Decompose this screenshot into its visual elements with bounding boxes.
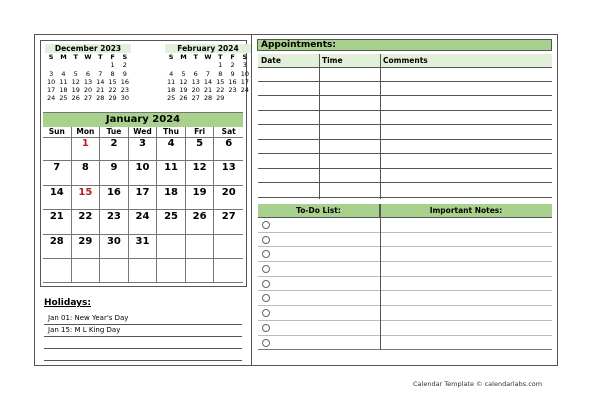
weekday-header: Sat xyxy=(214,127,243,138)
mini-day: 28 xyxy=(203,94,213,103)
day-cell[interactable]: 11 xyxy=(157,161,186,185)
mini-day: 29 xyxy=(108,94,117,103)
day-cell[interactable]: 29 xyxy=(72,235,101,259)
day-cell[interactable] xyxy=(186,259,215,283)
mini-day: 6 xyxy=(85,69,91,78)
day-cell[interactable]: 18 xyxy=(157,186,186,210)
day-cell[interactable]: 30 xyxy=(100,235,129,259)
todo-row xyxy=(258,218,552,233)
column-date: Date xyxy=(261,56,281,65)
weekday-label: T xyxy=(98,53,103,61)
mini-day: 15 xyxy=(108,77,117,86)
day-cell[interactable]: 22 xyxy=(72,210,101,234)
mini-day: 17 xyxy=(47,86,56,95)
appointments-column-divider xyxy=(319,54,320,199)
mini-day: 25 xyxy=(59,94,68,103)
mini-day: 16 xyxy=(120,77,129,86)
mini-day: 23 xyxy=(228,86,237,95)
day-cell[interactable] xyxy=(72,259,101,283)
mini-day: 26 xyxy=(179,94,188,103)
mini-calendar-next xyxy=(165,44,251,103)
day-cell[interactable]: 4 xyxy=(157,137,186,161)
day-cell[interactable]: 2 xyxy=(100,137,129,161)
todo-row xyxy=(258,262,552,277)
mini-day: 9 xyxy=(122,69,127,78)
appointment-row[interactable] xyxy=(258,67,552,82)
mini-day: 13 xyxy=(191,77,200,86)
mini-day: 14 xyxy=(203,77,213,86)
appointment-row[interactable] xyxy=(258,140,552,155)
weekday-label: T xyxy=(218,53,223,61)
holidays-title: Holidays: xyxy=(44,298,91,308)
day-cell[interactable]: 12 xyxy=(186,161,215,185)
weekday-header: Wed xyxy=(129,127,158,138)
todo-row xyxy=(258,247,552,262)
todo-row xyxy=(258,291,552,306)
mini-day: 10 xyxy=(47,77,56,86)
mini-day: 5 xyxy=(181,69,186,78)
day-cell[interactable]: 21 xyxy=(43,210,72,234)
mini-day xyxy=(45,61,57,69)
appointments-rows xyxy=(258,67,552,198)
appointment-row[interactable] xyxy=(258,125,552,140)
mini-day: 3 xyxy=(49,69,54,78)
mini-day: 21 xyxy=(96,86,105,95)
day-cell[interactable]: 6 xyxy=(214,137,243,161)
holiday-item: Jan 15: M L King Day xyxy=(44,325,242,337)
mini-day xyxy=(70,61,82,69)
day-cell[interactable] xyxy=(100,259,129,283)
mini-day: 7 xyxy=(205,69,211,78)
holiday-item xyxy=(44,337,242,349)
day-cell[interactable]: 31 xyxy=(129,235,158,259)
mini-day xyxy=(165,61,177,69)
day-cell[interactable]: 17 xyxy=(129,186,158,210)
day-cell[interactable]: 25 xyxy=(157,210,186,234)
weekday-label: S xyxy=(242,53,248,61)
mini-day: 17 xyxy=(240,77,249,86)
day-cell[interactable]: 19 xyxy=(186,186,215,210)
day-cell[interactable] xyxy=(43,137,72,161)
mini-day: 27 xyxy=(191,94,200,103)
day-cell[interactable] xyxy=(214,259,243,283)
mini-day: 18 xyxy=(167,86,176,95)
mini-day: 16 xyxy=(228,77,237,86)
mini-day: 13 xyxy=(83,77,93,86)
mini-day: 22 xyxy=(108,86,117,95)
column-time: Time xyxy=(322,56,343,65)
mini-day: 1 xyxy=(218,61,223,70)
weekday-label: W xyxy=(204,53,212,61)
appointments-title: Appointments: xyxy=(257,39,552,51)
todo-row xyxy=(258,336,552,351)
mini-day: 5 xyxy=(73,69,78,78)
day-cell[interactable] xyxy=(186,235,215,259)
mini-day xyxy=(177,61,189,69)
weekday-label: F xyxy=(230,53,235,61)
appointments-header xyxy=(258,54,552,68)
mini-day: 2 xyxy=(230,61,235,70)
day-cell[interactable]: 7 xyxy=(43,161,72,185)
day-cell[interactable] xyxy=(214,235,243,259)
mini-day: 9 xyxy=(230,69,235,78)
mini-day xyxy=(94,61,106,69)
mini-day: 4 xyxy=(169,69,174,78)
checkbox-circle-icon[interactable] xyxy=(262,221,270,229)
mini-day xyxy=(202,61,214,69)
todo-row xyxy=(258,321,552,336)
todo-notes-header xyxy=(258,204,552,218)
weekday-label: M xyxy=(180,53,187,61)
day-cell[interactable]: 28 xyxy=(43,235,72,259)
todo-row xyxy=(258,306,552,321)
weekday-label: S xyxy=(48,53,54,61)
mini-calendar-previous xyxy=(45,44,131,103)
checkbox-circle-icon[interactable] xyxy=(262,265,270,273)
appointment-row[interactable] xyxy=(258,169,552,184)
notes-title: Important Notes: xyxy=(429,206,503,215)
mini-day: 19 xyxy=(71,86,80,95)
weekday-label: T xyxy=(193,53,198,61)
mini-day xyxy=(57,61,69,69)
day-cell[interactable]: 5 xyxy=(186,137,215,161)
checkbox-circle-icon[interactable] xyxy=(262,280,270,288)
day-cell[interactable]: 24 xyxy=(129,210,158,234)
mini-day: 25 xyxy=(167,94,176,103)
mini-day: 19 xyxy=(179,86,188,95)
holiday-item xyxy=(44,349,242,361)
day-cell[interactable]: 27 xyxy=(214,210,243,234)
checkbox-circle-icon[interactable] xyxy=(262,250,270,258)
mini-day: 21 xyxy=(203,86,213,95)
checkbox-circle-icon[interactable] xyxy=(262,339,270,347)
day-cell[interactable]: 23 xyxy=(100,210,129,234)
mini-day: 8 xyxy=(110,69,115,78)
checkbox-circle-icon[interactable] xyxy=(262,294,270,302)
mini-day: 24 xyxy=(240,86,249,95)
mini-calendar-grid xyxy=(45,53,131,103)
mini-day: 14 xyxy=(96,77,105,86)
mini-day xyxy=(190,61,202,69)
mini-calendar-title: February 2024 xyxy=(165,44,251,53)
footer-credit: Calendar Template © calendarlabs.com xyxy=(413,380,543,388)
mini-calendar-title: December 2023 xyxy=(45,44,131,53)
day-cell[interactable]: 9 xyxy=(100,161,129,185)
day-cell[interactable] xyxy=(129,259,158,283)
day-cell[interactable]: 14 xyxy=(43,186,72,210)
mini-day: 3 xyxy=(242,61,247,70)
checkbox-circle-icon[interactable] xyxy=(262,236,270,244)
mini-day: 20 xyxy=(191,86,200,95)
main-calendar-grid xyxy=(43,137,243,283)
mini-calendar-grid xyxy=(165,53,251,103)
day-cell[interactable]: 15 xyxy=(72,186,101,210)
mini-day: 11 xyxy=(167,77,176,86)
mini-day: 18 xyxy=(59,86,68,95)
day-cell[interactable]: 1 xyxy=(72,137,101,161)
mini-day: 12 xyxy=(71,77,80,86)
mini-day: 28 xyxy=(96,94,105,103)
day-cell[interactable]: 3 xyxy=(129,137,158,161)
mini-day: 23 xyxy=(120,86,129,95)
column-divider xyxy=(251,34,252,366)
appointment-row[interactable] xyxy=(258,154,552,169)
day-cell[interactable]: 10 xyxy=(129,161,158,185)
day-cell[interactable]: 20 xyxy=(214,186,243,210)
day-cell[interactable] xyxy=(43,259,72,283)
appointments-column-divider xyxy=(380,54,381,199)
mini-day: 12 xyxy=(179,77,188,86)
weekday-label: S xyxy=(122,53,128,61)
mini-day: 11 xyxy=(59,77,68,86)
mini-day: 8 xyxy=(218,69,223,78)
weekday-label: F xyxy=(110,53,115,61)
day-cell[interactable] xyxy=(157,259,186,283)
mini-day: 2 xyxy=(122,61,127,70)
day-cell[interactable]: 13 xyxy=(214,161,243,185)
appointment-row[interactable] xyxy=(258,183,552,198)
appointment-row[interactable] xyxy=(258,111,552,126)
mini-day: 4 xyxy=(61,69,66,78)
mini-day: 1 xyxy=(110,61,115,70)
weekday-label: W xyxy=(84,53,92,61)
checkbox-circle-icon[interactable] xyxy=(262,324,270,332)
checkbox-circle-icon[interactable] xyxy=(262,309,270,317)
mini-day: 26 xyxy=(71,94,80,103)
day-cell[interactable] xyxy=(157,235,186,259)
main-calendar-title: January 2024 xyxy=(43,112,243,127)
appointment-row[interactable] xyxy=(258,82,552,97)
mini-day: 7 xyxy=(98,69,103,78)
weekday-header: Mon xyxy=(72,127,101,138)
todo-row xyxy=(258,277,552,292)
mini-day: 30 xyxy=(120,94,129,103)
mini-day: 22 xyxy=(216,86,225,95)
mini-day: 27 xyxy=(83,94,93,103)
weekday-header: Tue xyxy=(100,127,129,138)
day-cell[interactable]: 16 xyxy=(100,186,129,210)
weekday-header: Fri xyxy=(186,127,215,138)
weekday-label: M xyxy=(60,53,67,61)
weekday-label: T xyxy=(73,53,78,61)
appointment-row[interactable] xyxy=(258,96,552,111)
mini-day: 6 xyxy=(193,69,198,78)
todo-notes-rows xyxy=(258,218,552,350)
day-cell[interactable]: 26 xyxy=(186,210,215,234)
todo-title: To-Do List: xyxy=(258,204,380,217)
day-cell[interactable]: 8 xyxy=(72,161,101,185)
mini-day: 20 xyxy=(83,86,93,95)
weekday-label: S xyxy=(168,53,174,61)
column-comments: Comments xyxy=(383,56,428,65)
weekday-header: Thu xyxy=(157,127,186,138)
mini-day: 29 xyxy=(216,94,225,103)
todo-notes-divider xyxy=(380,204,381,350)
holiday-item: Jan 01: New Year's Day xyxy=(44,313,242,325)
mini-day: 24 xyxy=(47,94,56,103)
mini-day: 15 xyxy=(216,77,225,86)
mini-day xyxy=(82,61,94,69)
mini-day: 10 xyxy=(240,69,249,78)
weekday-header: Sun xyxy=(43,127,72,138)
todo-row xyxy=(258,233,552,248)
